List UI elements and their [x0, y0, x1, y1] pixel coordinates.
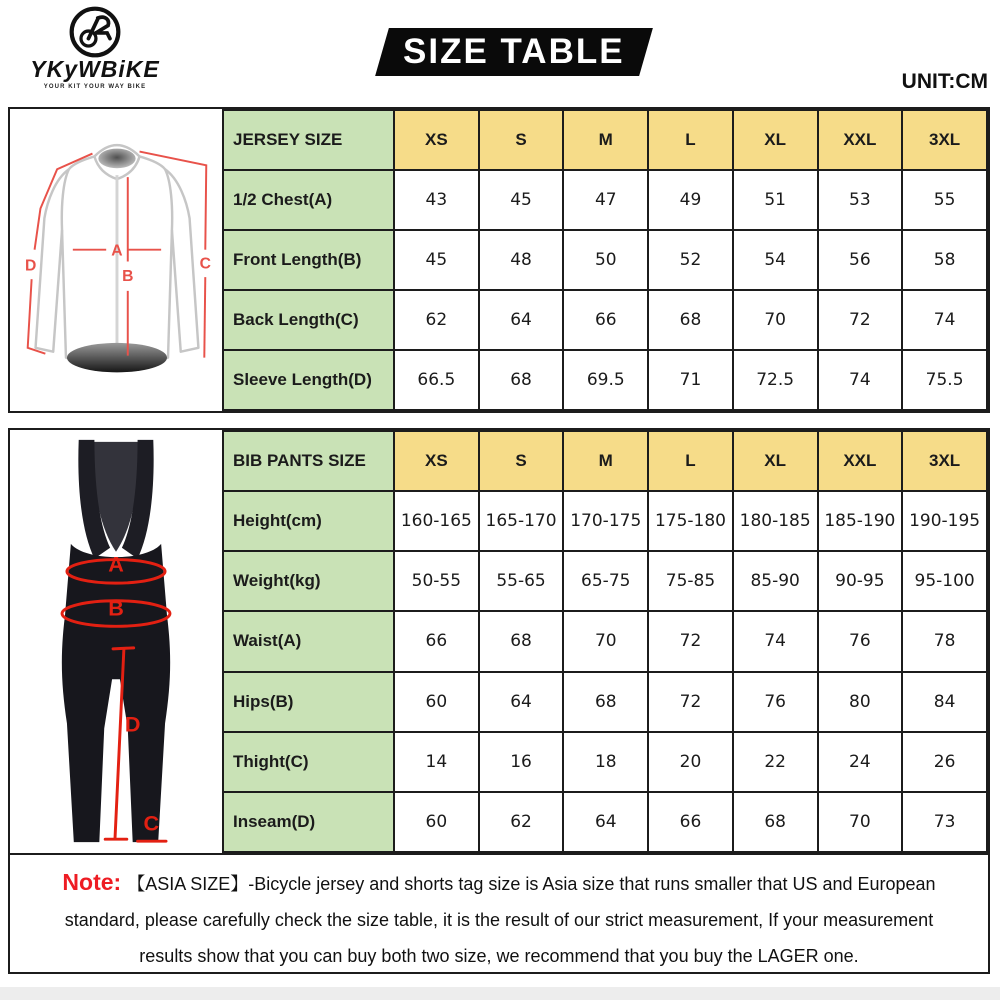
table-row	[223, 170, 987, 230]
value-cell: 70	[563, 611, 648, 671]
note-label: Note:	[62, 869, 122, 895]
value-cell: 50-55	[394, 551, 479, 611]
value-cell: 22	[733, 732, 818, 792]
value-cell: 60	[394, 792, 479, 852]
jersey-size-table	[222, 109, 988, 411]
bib-measure-label-d: D	[124, 711, 141, 737]
table-row	[223, 551, 987, 611]
bib-pants-illustration	[12, 432, 220, 851]
value-cell: 80	[818, 672, 903, 732]
table-row	[223, 350, 987, 410]
row-label: Inseam(D)	[223, 792, 394, 852]
value-cell: 72	[818, 290, 903, 350]
value-cell: 74	[902, 290, 987, 350]
jersey-measure-label-c: C	[199, 255, 211, 273]
value-cell: 62	[479, 792, 564, 852]
size-col-header: S	[479, 431, 564, 491]
size-col-header: XXL	[818, 431, 903, 491]
value-cell: 72.5	[733, 350, 818, 410]
value-cell: 54	[733, 230, 818, 290]
size-table-banner	[375, 28, 653, 76]
value-cell: 74	[818, 350, 903, 410]
value-cell: 55	[902, 170, 987, 230]
value-cell: 190-195	[902, 491, 987, 551]
value-cell: 180-185	[733, 491, 818, 551]
table-row	[223, 290, 987, 350]
bib-measure-label-b: B	[108, 595, 124, 621]
value-cell: 70	[733, 290, 818, 350]
jersey-measure-label-a: A	[111, 242, 123, 260]
table-row	[223, 110, 987, 170]
value-cell: 14	[394, 732, 479, 792]
row-label: 1/2 Chest(A)	[223, 170, 394, 230]
value-cell: 26	[902, 732, 987, 792]
value-cell: 66.5	[394, 350, 479, 410]
value-cell: 68	[733, 792, 818, 852]
note-text: 【ASIA SIZE】-Bicycle jersey and shorts tag size is Asia size that runs smaller that US and European standard, please carefully check the size table, it is the result of our strict measurement, If your measurement results show that you can buy both two size, we recommend that you buy the LAGER one.	[64, 874, 936, 966]
brand-block	[10, 4, 180, 90]
row-label: Weight(kg)	[223, 551, 394, 611]
value-cell: 45	[394, 230, 479, 290]
value-cell: 52	[648, 230, 733, 290]
value-cell: 85-90	[733, 551, 818, 611]
value-cell: 66	[648, 792, 733, 852]
note-section	[8, 853, 990, 974]
row-label: Hips(B)	[223, 672, 394, 732]
value-cell: 43	[394, 170, 479, 230]
value-cell: 45	[479, 170, 564, 230]
brand-name: YKyWBiKE	[30, 56, 160, 82]
size-col-header: XXL	[818, 110, 903, 170]
value-cell: 71	[648, 350, 733, 410]
brand-tagline: YOUR KIT YOUR WAY BIKE	[43, 84, 147, 90]
value-cell: 48	[479, 230, 564, 290]
value-cell: 58	[902, 230, 987, 290]
jersey-measure-label-b: B	[122, 268, 134, 286]
value-cell: 50	[563, 230, 648, 290]
value-cell: 68	[479, 611, 564, 671]
value-cell: 72	[648, 611, 733, 671]
value-cell: 170-175	[563, 491, 648, 551]
value-cell: 65-75	[563, 551, 648, 611]
value-cell: 160-165	[394, 491, 479, 551]
size-col-header: M	[563, 431, 648, 491]
bib-size-table	[222, 430, 988, 853]
table-row	[223, 431, 987, 491]
size-col-header: L	[648, 110, 733, 170]
jersey-measure-label-d: D	[24, 257, 37, 275]
value-cell: 95-100	[902, 551, 987, 611]
value-cell: 185-190	[818, 491, 903, 551]
size-col-header: S	[479, 110, 564, 170]
value-cell: 165-170	[479, 491, 564, 551]
size-col-header: XS	[394, 110, 479, 170]
jersey-table-section	[8, 107, 990, 413]
row-label: Back Length(C)	[223, 290, 394, 350]
row-label: Height(cm)	[223, 491, 394, 551]
value-cell: 64	[563, 792, 648, 852]
value-cell: 60	[394, 672, 479, 732]
bib-measure-label-a: A	[108, 551, 124, 577]
value-cell: 90-95	[818, 551, 903, 611]
bib-table-section	[8, 428, 990, 855]
value-cell: 16	[479, 732, 564, 792]
value-cell: 64	[479, 672, 564, 732]
table-row	[223, 611, 987, 671]
row-label: Sleeve Length(D)	[223, 350, 394, 410]
value-cell: 53	[818, 170, 903, 230]
value-cell: 75-85	[648, 551, 733, 611]
table-row	[223, 672, 987, 732]
page-title: SIZE TABLE	[403, 32, 625, 71]
value-cell: 72	[648, 672, 733, 732]
value-cell: 66	[394, 611, 479, 671]
value-cell: 51	[733, 170, 818, 230]
value-cell: 78	[902, 611, 987, 671]
value-cell: 56	[818, 230, 903, 290]
value-cell: 75.5	[902, 350, 987, 410]
jersey-diagram	[10, 109, 222, 411]
value-cell: 20	[648, 732, 733, 792]
value-cell: 24	[818, 732, 903, 792]
size-col-header: XL	[733, 431, 818, 491]
value-cell: 55-65	[479, 551, 564, 611]
bottom-strip	[0, 987, 1000, 1000]
row-label: Front Length(B)	[223, 230, 394, 290]
size-col-header: XL	[733, 110, 818, 170]
jersey-illustration	[12, 111, 220, 409]
row-label: Waist(A)	[223, 611, 394, 671]
unit-label: UNIT:CM	[901, 70, 988, 93]
bib-diagram	[10, 430, 222, 853]
value-cell: 69.5	[563, 350, 648, 410]
value-cell: 76	[733, 672, 818, 732]
bib-table-header-label: BIB PANTS SIZE	[223, 431, 394, 491]
table-row	[223, 732, 987, 792]
value-cell: 68	[479, 350, 564, 410]
size-col-header: XS	[394, 431, 479, 491]
table-row	[223, 230, 987, 290]
brand-logo-icon	[67, 4, 123, 60]
size-col-header: L	[648, 431, 733, 491]
value-cell: 49	[648, 170, 733, 230]
value-cell: 68	[563, 672, 648, 732]
row-label: Thight(C)	[223, 732, 394, 792]
value-cell: 73	[902, 792, 987, 852]
value-cell: 64	[479, 290, 564, 350]
value-cell: 175-180	[648, 491, 733, 551]
size-col-header: 3XL	[902, 431, 987, 491]
value-cell: 68	[648, 290, 733, 350]
value-cell: 84	[902, 672, 987, 732]
table-row	[223, 792, 987, 852]
size-col-header: 3XL	[902, 110, 987, 170]
bib-measure-label-c: C	[143, 810, 160, 836]
value-cell: 76	[818, 611, 903, 671]
value-cell: 74	[733, 611, 818, 671]
value-cell: 47	[563, 170, 648, 230]
size-col-header: M	[563, 110, 648, 170]
value-cell: 66	[563, 290, 648, 350]
table-row	[223, 491, 987, 551]
value-cell: 70	[818, 792, 903, 852]
value-cell: 62	[394, 290, 479, 350]
value-cell: 18	[563, 732, 648, 792]
jersey-table-header-label: JERSEY SIZE	[223, 110, 394, 170]
